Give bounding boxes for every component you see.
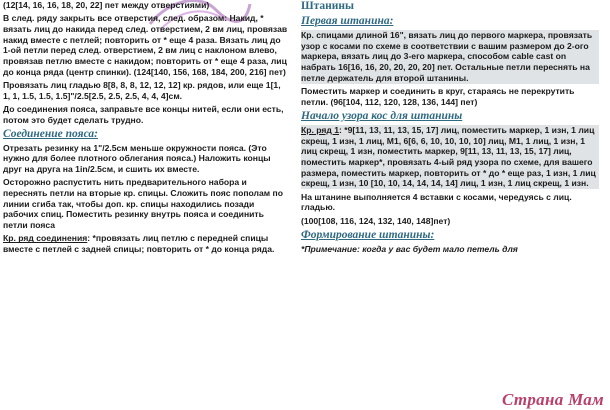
first-leg-paragraph: Кр. спицами длиной 16", вязать лиц до первого маркера, провязать узор с косами по схеме в соответствии с вашим размером до 2-ого маркера, вязать лиц до 3-его маркера, способом cable cast on набрать 16[16, 16, 20, 20, 20, 20] пет. Остальные петли переснять на петле держатель для второй штанины.: [301, 30, 599, 84]
joining-round-label: Кр. ряд соединения: [3, 233, 88, 244]
section-heading-first-leg: Первая штанина:: [301, 15, 394, 27]
joining-round-paragraph: [3, 233, 289, 254]
cable-inserts-paragraph: На штанине выполняется 4 вставки с косами, чередуясь с лиц. гладью.: [301, 191, 572, 213]
right-column: [301, 0, 599, 257]
round-1-paragraph: [301, 125, 599, 189]
section-heading-cable-start: Начало узора кос для штанины: [301, 109, 463, 122]
section-heading-leg-shaping: Формирование штанины:: [301, 228, 435, 241]
site-watermark: Страна Мам: [501, 390, 604, 409]
stockinette-rows-paragraph: Провязать лиц гладью 8[8, 8, 8, 12, 12, 12] кр. рядов, или еще 1[1, 1, 1, 1.5, 1.5, 1.5]"/2.5[2.5, 2.5, 2.5, 4, 4, 4]см.: [3, 79, 281, 101]
joining-round-text: : *провязать лиц петлю с передней спицы вместе с петлей с задней спицы; повторить от * до конца ряда.: [3, 233, 275, 255]
stitch-count-line: (12[14, 16, 16, 18, 20, 22] пет между отверстиями): [3, 0, 210, 10]
join-in-round-paragraph: Поместить маркер и соединить в круг, стараясь не перекрутить петли. (96[104, 112, 120, 128, 136, 144] пет): [301, 86, 575, 107]
section-heading-joining-waistband: Соединение пояса:: [3, 127, 98, 140]
weave-ends-paragraph: До соединения пояса, заправьте все концы нитей, если они есть, потом это будет сделать трудно.: [3, 103, 284, 125]
section-heading-legs: Штанины: [301, 0, 355, 12]
leg-shaping-note: *Примечание: когда у вас будет мало петель для: [301, 243, 518, 254]
left-column: [3, 0, 289, 257]
round-1-label: Кр. ряд 1: [301, 124, 340, 135]
leg-stitch-count-line: (100[108, 116, 124, 132, 140, 148]пет): [301, 215, 451, 226]
close-holes-paragraph: В след. ряду закрыть все отверстия, след. образом: Накид, * вязать лиц до накида перед след. отверстием, 2 вм лиц, провязав накид вместе с петлей; повторить от * еще 4 раза. Вязать лиц до 1-ой петли перед след. отверстием, 2 вм лиц с наклоном влево, провязав петлю вместе с накидом; повторить от * еще 4 раза, лиц до конца ряда (центр спинки). (124[140, 156, 168, 184, 200, 216] пет): [3, 13, 288, 77]
round-1-text: : *9[11, 13, 11, 13, 15, 17] лиц, поместить маркер, 1 изн, 1 лиц скрещ, 1 изн, 1 лиц, М1, 6[6, 6, 10, 10, 10, 10] лиц, М1, 1 лиц, 1 изн, 1 лиц скрещ, 1 изн, поместить маркер, 9[11, 13, 11, 13, 15, 17] лиц, поместить маркер*, провязать 4-ый ряд узора по схеме, для вашего размера, поместить маркер, повторить от * до * еще раз, 1 изн, 1 лиц скрещ, 1 изн, 10 [10, 10, 14, 14, 14, 14] лиц, 1 изн, 1 лиц скрещ, 1 изн.: [301, 124, 596, 189]
unravel-cast-on-paragraph: Осторожно распустить нить предварительного набора и переснять петли на вторые кр. спицы. Сложить пояс пополам по линии сгиба так, чтобы доп. кр. спицы находились позади рабочих спиц. Поместить резинку внутрь пояса и соединить петли пояса: [3, 177, 283, 231]
elastic-paragraph: Отрезать резинку на 1"/2.5см меньше окружности пояса. (Это нужно для более плотного облегания пояса.) Наложить концы друг на друга на 1in/2.5см, и сшить их вместе.: [3, 142, 271, 175]
